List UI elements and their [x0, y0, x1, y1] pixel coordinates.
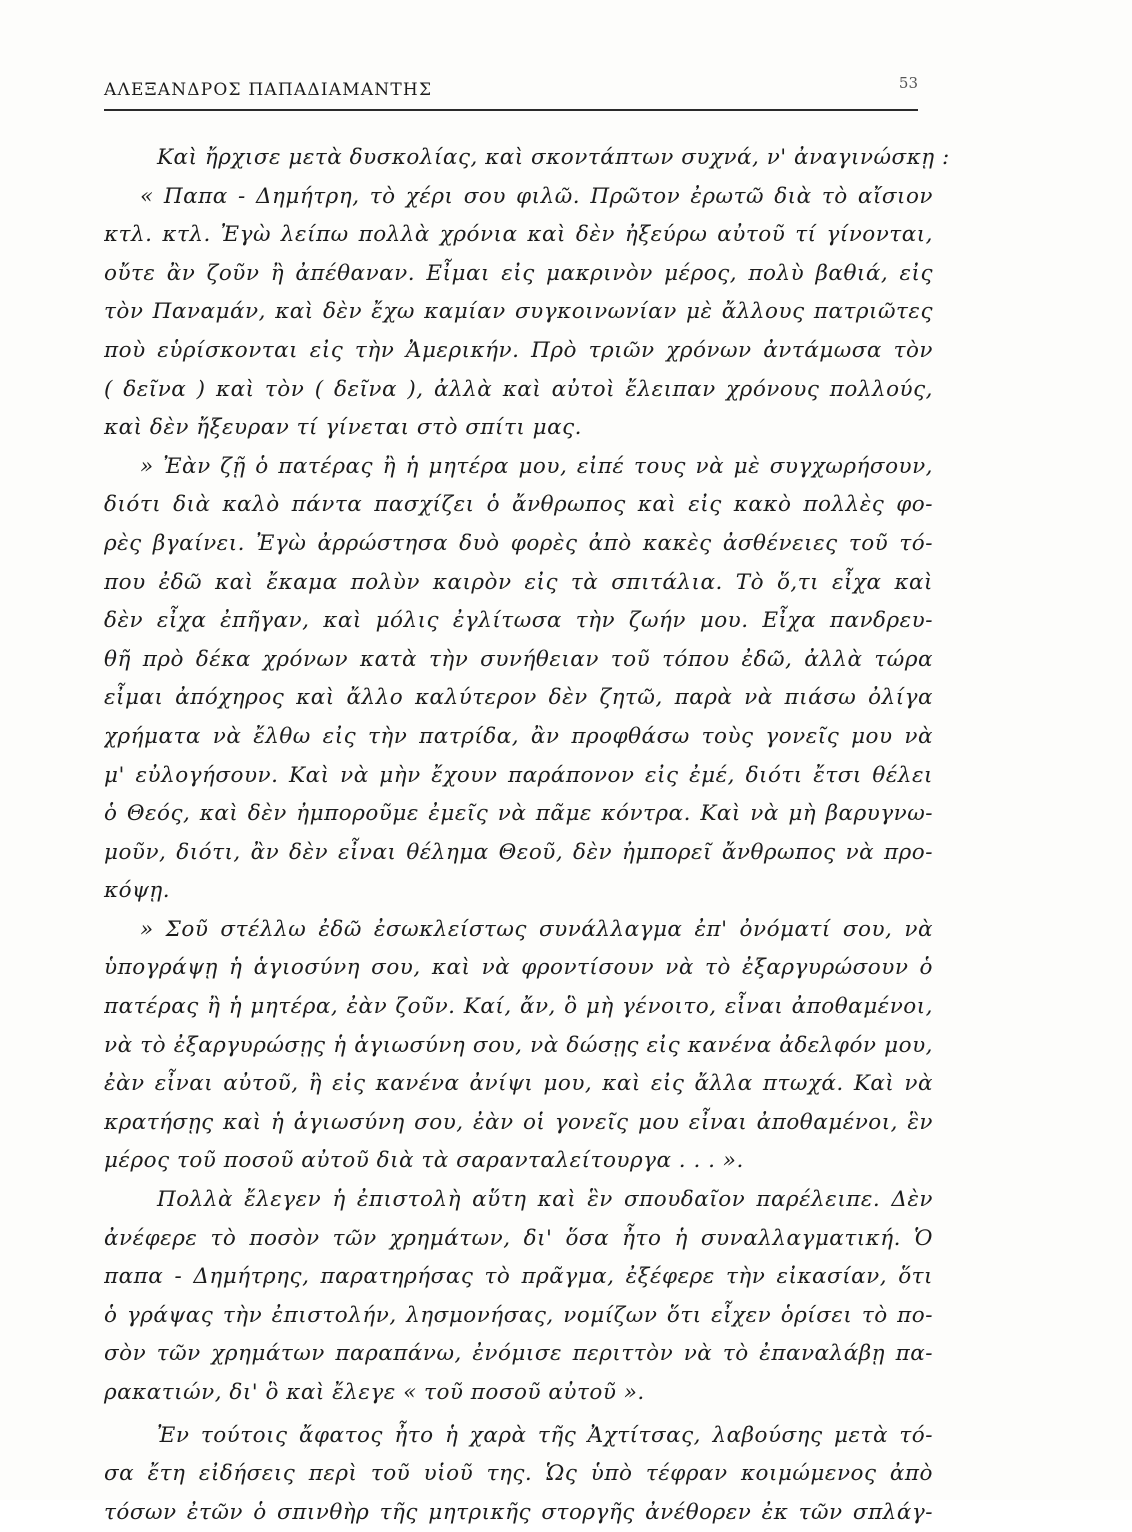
text-line: ὑπογράψῃ ἡ ἁγιοσύνη σου, καὶ νὰ φροντίσουν νὰ τὸ ἐξαργυρώσουν ὁ: [104, 955, 933, 981]
text-line: παπα - Δημήτρης, παρατηρήσας τὸ πρᾶγμα, ἐξέφερε τὴν εἰκασίαν, ὅτι: [104, 1264, 933, 1290]
text-line: κτλ. κτλ. Ἐγὼ λείπω πολλὰ χρόνια καὶ δὲν ἠξεύρω αὐτοῦ τί γίνονται,: [104, 222, 933, 248]
text-line: » Σοῦ στέλλω ἐδῶ ἐσωκλείστως συνάλλαγμα ἐπ' ὀνόματί σου, νὰ: [140, 916, 933, 942]
text-line: Πολλὰ ἔλεγεν ἡ ἐπιστολὴ αὕτη καὶ ἓν σπουδαῖον παρέλειπε. Δὲν: [157, 1187, 933, 1213]
text-line: που ἐδῶ καὶ ἔκαμα πολὺν καιρὸν εἰς τὰ σπιτάλια. Τὸ ὅ,τι εἶχα καὶ: [104, 569, 933, 595]
text-line: ποὺ εὑρίσκονται εἰς τὴν Ἀμερικήν. Πρὸ τριῶν χρόνων ἀντάμωσα τὸν: [104, 337, 933, 363]
text-line: « Παπα - Δημήτρη, τὸ χέρι σου φιλῶ. Πρῶτον ἐρωτῶ διὰ τὸ αἴσιον: [140, 183, 933, 209]
page-number: 53: [898, 74, 918, 92]
text-line: εἶμαι ἀπόχηρος καὶ ἄλλο καλύτερον δὲν ζητῶ, παρὰ νὰ πιάσω ὀλίγα: [104, 685, 933, 711]
text-line: χρήματα νὰ ἔλθω εἰς τὴν πατρίδα, ἂν προφθάσω τοὺς γονεῖς μου νὰ: [104, 723, 933, 749]
text-line: Καὶ ἤρχισε μετὰ δυσκολίας, καὶ σκοντάπτων συχνά, ν' ἀναγινώσκῃ :: [157, 145, 950, 170]
text-line: » Ἐὰν ζῇ ὁ πατέρας ἢ ἡ μητέρα μου, εἰπέ τους νὰ μὲ συγχωρήσουν,: [140, 453, 933, 479]
text-line: καὶ δὲν ἤξευραν τί γίνεται στὸ σπίτι μας.: [104, 415, 582, 441]
text-line: ὁ Θεός, καὶ δὲν ἠμποροῦμε ἐμεῖς νὰ πᾶμε κόντρα. Καὶ νὰ μὴ βαρυγνω-: [104, 801, 933, 827]
text-line: τὸν Παναμάν, καὶ δὲν ἔχω καμίαν συγκοινωνίαν μὲ ἄλλους πατριῶτες: [104, 299, 933, 325]
text-line: τόσων ἐτῶν ὁ σπινθὴρ τῆς μητρικῆς στοργῆς ἀνέθορεν ἐκ τῶν σπλάγ-: [104, 1499, 933, 1525]
text-line: σὸν τῶν χρημάτων παραπάνω, ἐνόμισε περιττὸν νὰ τὸ ἐπαναλάβῃ πα-: [104, 1341, 933, 1367]
text-line: οὔτε ἂν ζοῦν ἢ ἀπέθαναν. Εἶμαι εἰς μακρινὸν μέρος, πολὺ βαθιά, εἰς: [104, 260, 933, 286]
text-line: ρακατιών, δι' ὃ καὶ ἔλεγε « τοῦ ποσοῦ αὐτοῦ ».: [104, 1380, 645, 1405]
text-line: μ' εὐλογήσουν. Καὶ νὰ μὴν ἔχουν παράπονον εἰς ἐμέ, διότι ἔτσι θέλει: [104, 762, 933, 788]
text-line: διότι διὰ καλὸ πάντα πασχίζει ὁ ἄνθρωπος καὶ εἰς κακὸ πολλὲς φο-: [104, 492, 933, 518]
text-line: νὰ τὸ ἐξαργυρώσῃς ἡ ἁγιωσύνη σου, νὰ δώσῃς εἰς κανένα ἀδελφόν μου,: [104, 1032, 933, 1058]
text-line: ρὲς βγαίνει. Ἐγὼ ἀρρώστησα δυὸ φορὲς ἀπὸ κακὲς ἀσθένειες τοῦ τό-: [104, 530, 933, 556]
text-line: μοῦν, διότι, ἂν δὲν εἶναι θέλημα Θεοῦ, δὲν ἠμπορεῖ ἄνθρωπος νὰ προ-: [104, 839, 933, 865]
header-author: ΑΛΕΞΑΝΔΡΟΣ ΠΑΠΑΔΙΑΜΑΝΤΗΣ: [104, 80, 433, 100]
text-line: ὁ γράψας τὴν ἐπιστολήν, λησμονήσας, νομίζων ὅτι εἶχεν ὁρίσει τὸ πο-: [104, 1302, 933, 1328]
text-line: ἀνέφερε τὸ ποσὸν τῶν χρημάτων, δι' ὅσα ἦτο ἡ συναλλαγματική. Ὁ: [104, 1225, 933, 1251]
header-rule: [104, 109, 918, 111]
text-line: ἐὰν εἶναι αὐτοῦ, ἢ εἰς κανένα ἀνίψι μου, καὶ εἰς ἄλλα πτωχά. Καὶ νὰ: [104, 1071, 933, 1097]
text-line: σα ἔτη εἰδήσεις περὶ τοῦ υἱοῦ της. Ὡς ὑπὸ τέφραν κοιμώμενος ἀπὸ: [104, 1461, 933, 1487]
text-line: δὲν εἶχα ἐπῆγαν, καὶ μόλις ἐγλίτωσα τὴν ζωήν μου. Εἶχα πανδρευ-: [104, 608, 933, 634]
running-header: [104, 72, 918, 106]
text-line: πατέρας ἢ ἡ μητέρα, ἐὰν ζοῦν. Καί, ἄν, ὃ μὴ γένοιτο, εἶναι ἀποθαμένοι,: [104, 994, 933, 1020]
text-line: κρατήσῃς καὶ ἡ ἁγιωσύνη σου, ἐὰν οἱ γονεῖς μου εἶναι ἀποθαμένοι, ἓν: [104, 1109, 933, 1135]
text-line: ( δεῖνα ) καὶ τὸν ( δεῖνα ), ἀλλὰ καὶ αὐτοὶ ἔλειπαν χρόνους πολλούς,: [104, 376, 933, 402]
body-text: [104, 139, 950, 1532]
text-line: Ἐν τούτοις ἄφατος ἦτο ἡ χαρὰ τῆς Ἀχτίτσας, λαβούσης μετὰ τό-: [157, 1422, 933, 1448]
text-line: θῆ πρὸ δέκα χρόνων κατὰ τὴν συνήθειαν τοῦ τόπου ἐδῶ, ἀλλὰ τώρα: [104, 646, 933, 672]
text-line: μέρος τοῦ ποσοῦ αὐτοῦ διὰ τὰ σαρανταλείτουργα . . . ».: [104, 1148, 744, 1174]
text-line: κόψῃ.: [104, 878, 171, 904]
